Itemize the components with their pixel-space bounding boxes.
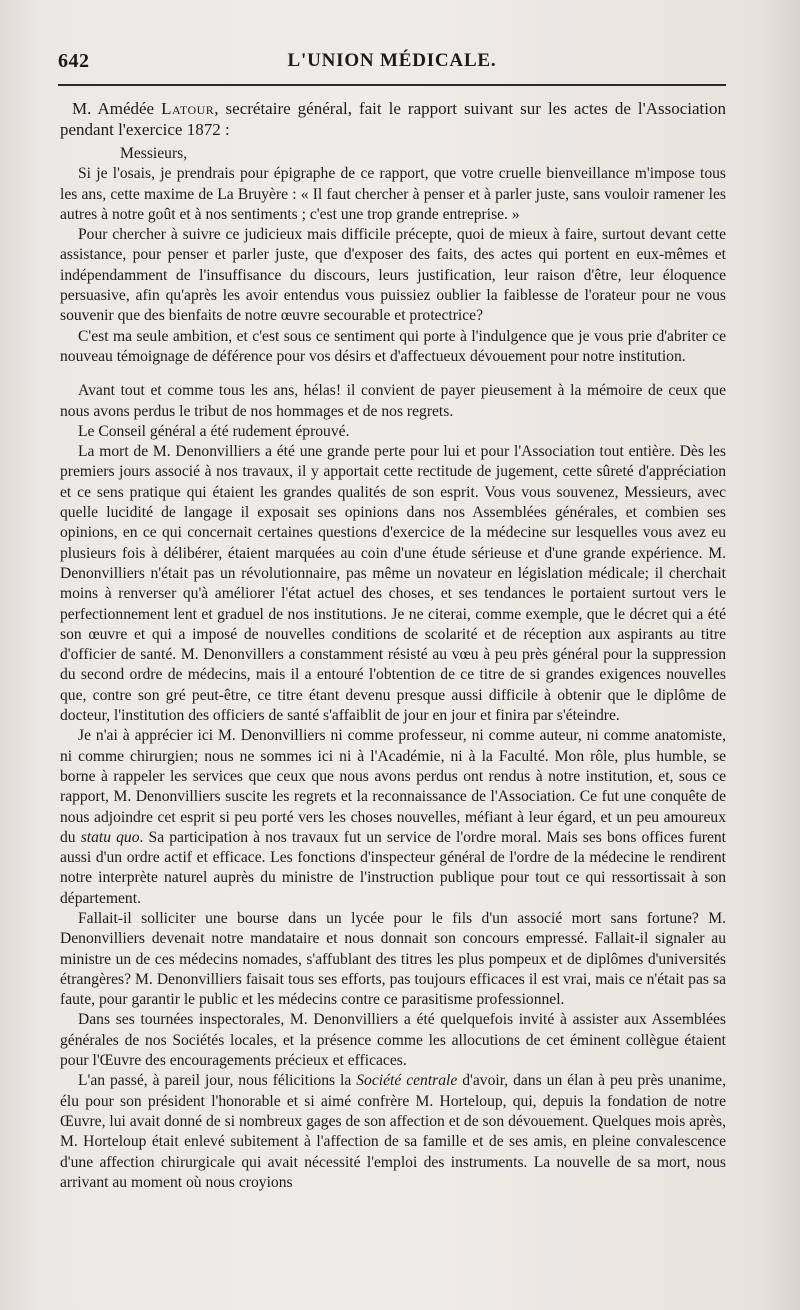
paragraph-3: C'est ma seule ambition, et c'est sous ce sentiment qui porte à l'indulgence que je vous prie d'abriter ce nouveau témoignage de déférence pour vos désirs et d'affectueux dévouement pour notre institution.	[60, 327, 726, 365]
paragraph-5: Le Conseil général a été rudement éprouvé.	[78, 422, 350, 440]
paragraph-10-italic: Société centrale	[356, 1072, 458, 1090]
header-rule	[58, 84, 726, 86]
page-number: 642	[58, 50, 90, 72]
paragraph-8: Fallait-il solliciter une bourse dans un lycée pour le fils d'un associé mort sans fortune? M. Denonvilliers devenait notre mandataire et nous donnait son concours empressé. Fallait-il signaler au ministre un de ces médecins nomades, s'affublant des titres les plus pompeux et de diplômes d'universités étrangères? M. Denonvilliers faisait tous ses efforts, pas toujours efficaces il est vrai, mais ce n'était pas sa faute, pour garantir le public et les médecins contre ce parasitisme professionnel.	[60, 909, 726, 1009]
page-header	[58, 50, 726, 80]
intro-paragraph	[60, 98, 726, 140]
intro-name: Latour	[161, 99, 215, 118]
paragraph-7	[60, 726, 726, 909]
paragraph-10-end: d'avoir, dans un élan à peu près unanime, élu pour son président l'honorable et si aimé confrère M. Horteloup, qui, depuis la fondation de notre Œuvre, lui avait donné de si nombreux gages de son affection et de son dévouement. Quelques mois après, M. Horteloup était enlevé subitement à l'affection de sa famille et de ses amis, en pleine convalescence d'une affection chirurgicale qui avait nécessité l'emploi des instruments. La nouvelle de sa mort, nous arrivant au moment où nous croyions	[60, 1072, 726, 1191]
paragraph-9: Dans ses tournées inspectorales, M. Denonvilliers a été quelquefois invité à assister aux Assemblées générales de nos Sociétés locales, et la présence comme les allocutions de cet éminent collègue étaient pour l'Œuvre des encouragements précieux et efficaces.	[60, 1011, 726, 1070]
paragraph-7-text: Je n'ai à apprécier ici M. Denonvilliers ni comme professeur, ni comme auteur, ni comme anatomiste, ni comme chirurgien; nous ne sommes ici ni à l'Académie, ni à la Faculté. Mon rôle, plus humble, se borne à rappeler les services que ceux que nous avons perdus ont rendus à notre institution, et, sous ce rapport, M. Denonvilliers suscite les regrets et la reconnaissance de l'Association. Ce fut une conquête de nous adjoindre cet esprit si peu porté vers les choses nouvelles, méfiant à leur égard, et un peu amoureux du	[60, 727, 726, 846]
intro-suffix: , secrétaire général, fait le rapport suivant sur les actes de l'Association pendant l'exercice 1872 :	[60, 99, 726, 139]
paragraph-2: Pour chercher à suivre ce judicieux mais difficile précepte, quoi de mieux à faire, surtout devant cette assistance, pour penser et parler juste, que d'exposer des faits, des actes qui portent en eux-mêmes et indépendamment de l'insuffisance du discours, leurs justification, leur raison d'être, leur éloquence persuasive, afin qu'après les avoir entendus vous puissiez oublier la faiblesse de l'orateur pour ne vous souvenir que des bienfaits de notre œuvre secourable et protectrice?	[60, 226, 726, 325]
paragraph-1: Si je l'osais, je prendrais pour épigraphe de ce rapport, que votre cruelle bienveillance m'impose tous les ans, cette maxime de La Bruyère : « Il faut chercher à penser et à parler juste, sans vouloir ramener les autres à notre goût et à nos sentiments ; c'est une trop grande entreprise. »	[60, 165, 726, 223]
paragraph-10-text: L'an passé, à pareil jour, nous félicitions la	[78, 1072, 357, 1090]
paragraph-10	[60, 1071, 726, 1193]
paragraph-7-italic: statu quo	[80, 828, 140, 846]
paragraph-4: Avant tout et comme tous les ans, hélas! il convient de payer pieusement à la mémoire de ceux que nous avons perdus le tribut de nos hommages et de nos regrets.	[60, 382, 726, 420]
article-body	[60, 98, 726, 1193]
paragraph-7-end: . Sa participation à nos travaux fut un service de l'ordre moral. Mais ses bons offices furent aussi d'un ordre actif et efficace. Les fonctions d'inspecteur général de l'ordre de la médecine le rendirent notre interprète naturel auprès du ministre de l'instruction publique pour tout ce qui ressortissait à son département.	[60, 828, 726, 907]
intro-prefix: M. Amédée	[72, 99, 162, 118]
salutation: Messieurs,	[120, 145, 188, 162]
paragraph-6: La mort de M. Denonvilliers a été une grande perte pour lui et pour l'Association tout entière. Dès les premiers jours associé à nos travaux, il y apportait cette rectitude de jugement, cette sûreté d'appréciation et ce sens pratique qui étaient les grandes qualités de son esprit. Vous vous souvenez, Messieurs, avec quelle lucidité de langage il exposait ses opinions dans nos Assemblées générales, et combien ses opinions, en ce qui concernait certaines questions d'exercice de la médecine sur lesquelles vous avez eu plusieurs fois à délibérer, étaient marquées au coin d'une étude sérieuse et d'une grande expérience. M. Denonvilliers n'était pas un révolutionnaire, pas même un novateur en législation médicale; il cherchait moins à renverser qu'à améliorer l'état actuel des choses, et ses tendances le portaient surtout vers le perfectionnement lent et graduel de nos institutions. Je ne citerai, comme exemple, que le décret qui a été son œuvre et qui a imposé de nouvelles conditions de scolarité et de réception aux aspirants au titre d'officier de santé. M. Denonvillers a constamment résisté au vœu à peu près général pour la suppression du second ordre de médecins, mais il a entouré l'obtention de ce titre de si grandes exigences nouvelles que, contre son gré peut-être, ce titre étant devenu presque aussi difficile à obtenir que le diplôme de docteur, l'institution des officiers de santé s'affaiblit de jour en jour et finira par s'éteindre.	[60, 443, 726, 725]
running-title: L'UNION MÉDICALE.	[287, 50, 497, 71]
